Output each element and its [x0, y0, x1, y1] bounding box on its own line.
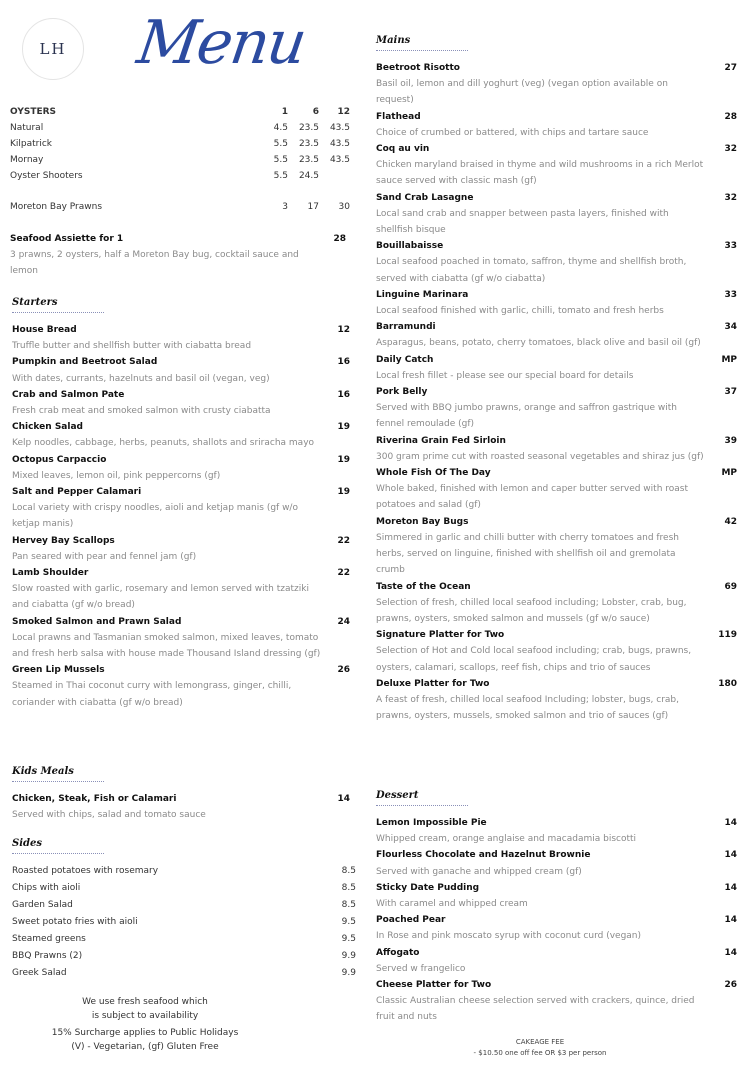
menu-item — [12, 452, 350, 484]
oyster-name: Kilpatrick — [10, 139, 53, 149]
menu-item — [376, 465, 737, 514]
side-item — [12, 897, 356, 914]
item-name: Beetroot Risotto — [376, 63, 460, 73]
item-desc: Served with chips, salad and tomato sauce — [12, 810, 206, 821]
kids-section — [12, 766, 350, 823]
item-desc: 300 gram prime cut with roasted seasonal vegetables and shiraz jus (gf) — [376, 451, 704, 462]
item-row — [12, 387, 350, 403]
item-name: Flourless Chocolate and Hazelnut Brownie — [376, 850, 591, 861]
item-row — [376, 190, 737, 206]
price: 5.5 — [273, 139, 288, 149]
oysters-table — [10, 104, 350, 215]
item-desc: Truffle butter and shellfish butter with ciabatta bread — [12, 341, 252, 352]
side-name: BBQ Prawns (2) — [12, 951, 83, 961]
item-desc: Local prawns and Tasmanian smoked salmon, mixed leaves, tomato and fresh herb salsa with house made Thousand Island dressing (gf) — [12, 632, 321, 660]
price: 30 — [338, 202, 350, 212]
menu-item — [376, 912, 737, 944]
item-name: Crab and Salmon Pate — [12, 389, 125, 400]
side-name: Roasted potatoes with rosemary — [12, 866, 159, 876]
item-price: 16 — [337, 357, 350, 368]
menu-item — [12, 662, 350, 711]
item-row — [376, 676, 737, 692]
menu-title: Menu — [133, 8, 310, 78]
menu-item — [12, 533, 350, 565]
item-row — [376, 60, 737, 76]
price: 43.5 — [329, 139, 350, 149]
item-price: 19 — [337, 487, 350, 498]
note: is subject to availability — [91, 1011, 199, 1021]
item-name: Barramundi — [376, 322, 436, 333]
price: 23.5 — [298, 123, 319, 133]
item-desc: Slow roasted with garlic, rosemary and lemon served with tzatziki and ciabatta (gf w/o bread) — [12, 584, 309, 611]
prawns-row — [10, 199, 350, 215]
item-price: 22 — [337, 568, 350, 579]
item-price: 22 — [337, 535, 350, 546]
item-desc: A feast of fresh, chilled local seafood Including; lobster, bugs, crab, prawns, oysters, mussels, smoked salmon and trio of sauces (gf) — [376, 694, 679, 722]
item-row — [376, 352, 737, 368]
item-name: Octopus Carpaccio — [12, 454, 107, 465]
oyster-row — [10, 152, 350, 168]
cakeage-text: - $10.50 one off fee OR $3 per person — [473, 1049, 607, 1057]
cakeage-fee — [430, 1037, 650, 1059]
item-price: 32 — [724, 192, 737, 203]
item-price: 14 — [724, 947, 737, 958]
item-name: Whole Fish Of The Day — [376, 468, 491, 479]
item-name: Green Lip Mussels — [12, 665, 105, 676]
item-name: Moreton Bay Bugs — [376, 516, 469, 527]
item-price: 19 — [337, 422, 350, 433]
item-row — [12, 419, 350, 435]
item-row — [12, 354, 350, 370]
menu-item — [376, 847, 737, 879]
menu-item — [12, 565, 350, 614]
price: 24.5 — [298, 171, 319, 181]
item-row — [376, 238, 737, 254]
note: (V) - Vegetarian, (gf) Gluten Free — [71, 1042, 219, 1052]
item-row — [376, 579, 737, 595]
oyster-row — [10, 136, 350, 152]
menu-item — [376, 141, 737, 190]
item-row — [12, 452, 350, 468]
section-heading: Mains — [376, 35, 468, 51]
menu-item — [12, 484, 350, 533]
menu-item — [12, 614, 350, 663]
item-price: 34 — [724, 322, 737, 333]
item-name: Cheese Platter for Two — [376, 980, 492, 991]
item-name: Deluxe Platter for Two — [376, 678, 490, 689]
item-price: 26 — [724, 980, 737, 991]
menu-item — [376, 514, 737, 579]
item-desc: Local variety with crispy noodles, aioli and ketjap manis (gf w/o ketjap manis) — [12, 503, 298, 530]
item-price: 14 — [724, 818, 737, 828]
item-price: 19 — [337, 454, 350, 465]
item-row — [376, 109, 737, 125]
side-price: 8.5 — [341, 883, 356, 893]
oyster-name: Mornay — [10, 155, 44, 165]
item-price: 69 — [724, 581, 737, 592]
menu-item — [376, 109, 737, 141]
item-desc: Chicken maryland braised in thyme and wild mushrooms in a rich Merlot sauce served with classic mash (gf) — [376, 160, 704, 187]
item-name: Chicken Salad — [12, 422, 83, 433]
item-row — [376, 880, 737, 896]
price: 5.5 — [273, 171, 288, 181]
item-name: Affogato — [376, 947, 420, 958]
item-row — [376, 465, 737, 481]
menu-item — [376, 579, 737, 628]
menu-item — [376, 190, 737, 239]
item-name: Taste of the Ocean — [376, 581, 471, 592]
item-price: 33 — [724, 241, 737, 252]
section-heading: Starters — [12, 297, 104, 313]
menu-item — [376, 815, 737, 847]
menu-item — [376, 676, 737, 725]
menu-item — [376, 319, 737, 351]
side-name: Sweet potato fries with aioli — [12, 917, 138, 927]
menu-item — [376, 384, 737, 433]
menu-item — [376, 433, 737, 465]
qty-6: 6 — [312, 107, 319, 117]
item-row — [376, 287, 737, 303]
item-name: Pork Belly — [376, 387, 428, 398]
qty-12: 12 — [337, 107, 350, 117]
price: 43.5 — [329, 123, 350, 133]
starters-section — [12, 297, 350, 711]
oyster-name: Natural — [10, 123, 44, 133]
mains-section — [376, 35, 737, 724]
item-name: Poached Pear — [376, 915, 446, 926]
item-row — [376, 433, 737, 449]
side-name: Greek Salad — [12, 968, 67, 978]
item-row — [12, 565, 350, 581]
price: 43.5 — [329, 155, 350, 165]
item-price: 14 — [724, 915, 737, 926]
menu-item — [376, 627, 737, 676]
item-desc: Choice of crumbed or battered, with chips and tartare sauce — [376, 127, 649, 138]
side-item — [12, 863, 356, 880]
item-name: Coq au vin — [376, 144, 430, 155]
item-price: 24 — [337, 616, 350, 627]
item-row — [12, 662, 350, 678]
item-price: 32 — [724, 144, 737, 155]
item-row — [376, 319, 737, 335]
item-row — [376, 847, 737, 863]
item-name: Smoked Salmon and Prawn Salad — [12, 616, 182, 627]
dessert-section — [376, 790, 737, 1026]
menu-item — [376, 60, 737, 109]
oysters-heading: OYSTERS — [10, 107, 57, 117]
side-item — [12, 914, 356, 931]
item-price: 14 — [724, 850, 737, 861]
item-name: Lemon Impossible Pie — [376, 818, 487, 828]
menu-item — [376, 287, 737, 319]
item-price: 37 — [724, 387, 737, 398]
section-heading: Sides — [12, 838, 104, 854]
item-price: 14 — [337, 794, 350, 804]
item-row — [376, 977, 737, 993]
item-name: Chicken, Steak, Fish or Calamari — [12, 794, 177, 804]
note: We use fresh seafood which — [82, 997, 208, 1007]
item-name: Linguine Marinara — [376, 289, 469, 300]
item-price: 119 — [718, 630, 737, 641]
item-price: 28 — [333, 234, 346, 244]
item-name: Pumpkin and Beetroot Salad — [12, 357, 158, 368]
side-item — [12, 948, 356, 965]
item-row — [12, 533, 350, 549]
item-row — [12, 322, 350, 338]
oysters-header — [10, 104, 350, 120]
item-name: Riverina Grain Fed Sirloin — [376, 435, 506, 446]
item-name: Hervey Bay Scallops — [12, 535, 115, 546]
item-row — [376, 141, 737, 157]
side-item — [12, 880, 356, 897]
section-heading: Dessert — [376, 790, 468, 806]
sides-section — [12, 838, 356, 982]
item-name: Salt and Pepper Calamari — [12, 487, 142, 498]
item-row — [376, 945, 737, 961]
oyster-row — [10, 168, 350, 184]
item-row — [376, 627, 737, 643]
item-name: Sand Crab Lasagne — [376, 192, 474, 203]
item-desc: Selection of Hot and Cold local seafood including; crab, bugs, prawns, oysters, calamari, scallops, reef fish, chips and trio of sauces — [376, 646, 692, 673]
item-price: 27 — [724, 63, 737, 73]
item-price: 16 — [337, 389, 350, 400]
item-price: 28 — [724, 111, 737, 122]
side-name: Steamed greens — [12, 934, 86, 944]
item-price: 12 — [337, 325, 350, 335]
item-desc: Kelp noodles, cabbage, herbs, peanuts, shallots and sriracha mayo — [12, 438, 315, 449]
item-price: 180 — [718, 678, 737, 689]
price: 3 — [282, 202, 288, 212]
item-desc: Local seafood poached in tomato, saffron, thyme and shellfish broth, served with ciabatta (gf w/o ciabatta) — [376, 257, 687, 284]
item-name: Daily Catch — [376, 354, 434, 365]
price: 17 — [307, 202, 319, 212]
item-row — [12, 791, 350, 807]
item-desc: Basil oil, lemon and dill yoghurt (veg) (vegan option available on request) — [376, 79, 668, 106]
note: 15% Surcharge applies to Public Holidays — [51, 1028, 239, 1038]
oyster-row — [10, 120, 350, 136]
menu-item — [376, 945, 737, 977]
item-desc: Fresh crab meat and smoked salmon with crusty ciabatta — [12, 406, 271, 417]
prawns-name: Moreton Bay Prawns — [10, 202, 103, 212]
item-desc: Steamed in Thai coconut curry with lemongrass, ginger, chilli, coriander with ciabatta (gf w/o bread) — [12, 681, 292, 708]
item-desc: Local fresh fillet - please see our special board for details — [376, 370, 634, 381]
item-price: 26 — [337, 665, 350, 676]
item-desc: Served with ganache and whipped cream (gf) — [376, 866, 582, 877]
price: 23.5 — [298, 139, 319, 149]
item-price: 39 — [724, 435, 737, 446]
item-desc: Served with BBQ jumbo prawns, orange and saffron gastrique with fennel remoulade (gf) — [376, 403, 677, 430]
price: 4.5 — [273, 123, 288, 133]
item-price: MP — [721, 468, 737, 479]
item-row — [376, 514, 737, 530]
menu-item — [12, 419, 350, 451]
qty-1: 1 — [281, 107, 288, 117]
item-name: Bouillabaisse — [376, 241, 444, 252]
item-price: MP — [721, 354, 737, 365]
seafood-assiette — [10, 231, 350, 280]
item-name: Signature Platter for Two — [376, 630, 505, 641]
item-desc: Pan seared with pear and fennel jam (gf) — [12, 551, 197, 562]
item-name: Flathead — [376, 111, 421, 122]
menu-item — [12, 322, 350, 354]
side-price: 8.5 — [341, 866, 356, 876]
item-desc: Classic Australian cheese selection served with crackers, quince, dried fruit and nuts — [376, 996, 695, 1023]
item-price: 42 — [724, 516, 737, 527]
item-desc: Whole baked, finished with lemon and caper butter served with roast potatoes and salad (gf) — [376, 484, 689, 511]
item-name: House Bread — [12, 325, 77, 335]
side-price: 9.5 — [341, 934, 356, 944]
item-name: Seafood Assiette for 1 — [10, 234, 124, 244]
item-desc: Served w frangelico — [376, 963, 466, 974]
item-desc: Asparagus, beans, potato, cherry tomatoes, black olive and basil oil (gf) — [376, 338, 701, 349]
section-heading: Kids Meals — [12, 766, 104, 782]
menu-item — [12, 791, 350, 823]
item-desc: With dates, currants, hazelnuts and basil oil (vegan, veg) — [12, 373, 270, 384]
side-item — [12, 931, 356, 948]
price: 5.5 — [273, 155, 288, 165]
side-name: Chips with aioli — [12, 883, 81, 893]
oyster-name: Oyster Shooters — [10, 171, 83, 181]
item-price: 14 — [724, 882, 737, 893]
item-desc: Selection of fresh, chilled local seafood including; Lobster, crab, bug, prawns, oysters, smoked salmon and mussels (gf w/o sauce) — [376, 597, 687, 624]
item-desc: 3 prawns, 2 oysters, half a Moreton Bay bug, cocktail sauce and lemon — [10, 250, 299, 277]
item-desc: Local seafood finished with garlic, chilli, tomato and fresh herbs — [376, 306, 664, 317]
item-name: Lamb Shoulder — [12, 568, 89, 579]
item-desc: With caramel and whipped cream — [376, 899, 528, 910]
side-price: 8.5 — [341, 900, 356, 910]
item-desc: Whipped cream, orange anglaise and macadamia biscotti — [376, 834, 637, 845]
cakeage-title: CAKEAGE FEE — [515, 1038, 565, 1046]
side-price: 9.9 — [341, 968, 356, 978]
menu-item — [376, 352, 737, 384]
item-desc: Simmered in garlic and chilli butter with cherry tomatoes and fresh herbs, served on linguine, finished with shellfish oil and gremolata crumb — [376, 532, 679, 576]
side-price: 9.5 — [341, 917, 356, 927]
item-row — [376, 912, 737, 928]
item-desc: Mixed leaves, lemon oil, pink peppercorns (gf) — [12, 470, 221, 481]
price: 23.5 — [298, 155, 319, 165]
logo: LH — [22, 18, 84, 80]
side-price: 9.9 — [341, 951, 356, 961]
menu-item — [376, 977, 737, 1026]
item-row — [376, 384, 737, 400]
item-price: 33 — [724, 289, 737, 300]
item-name: Sticky Date Pudding — [376, 882, 480, 893]
menu-item — [376, 238, 737, 287]
item-row — [376, 815, 737, 831]
item-desc: In Rose and pink moscato syrup with coconut curd (vegan) — [376, 931, 642, 942]
item-row — [12, 614, 350, 630]
footer-notes — [20, 995, 270, 1054]
menu-item — [376, 880, 737, 912]
menu-item — [12, 354, 350, 386]
item-row — [12, 484, 350, 500]
side-item — [12, 965, 356, 982]
side-name: Garden Salad — [12, 900, 73, 910]
item-desc: Local sand crab and snapper between pasta layers, finished with shellfish bisque — [376, 208, 669, 236]
menu-item — [12, 387, 350, 419]
